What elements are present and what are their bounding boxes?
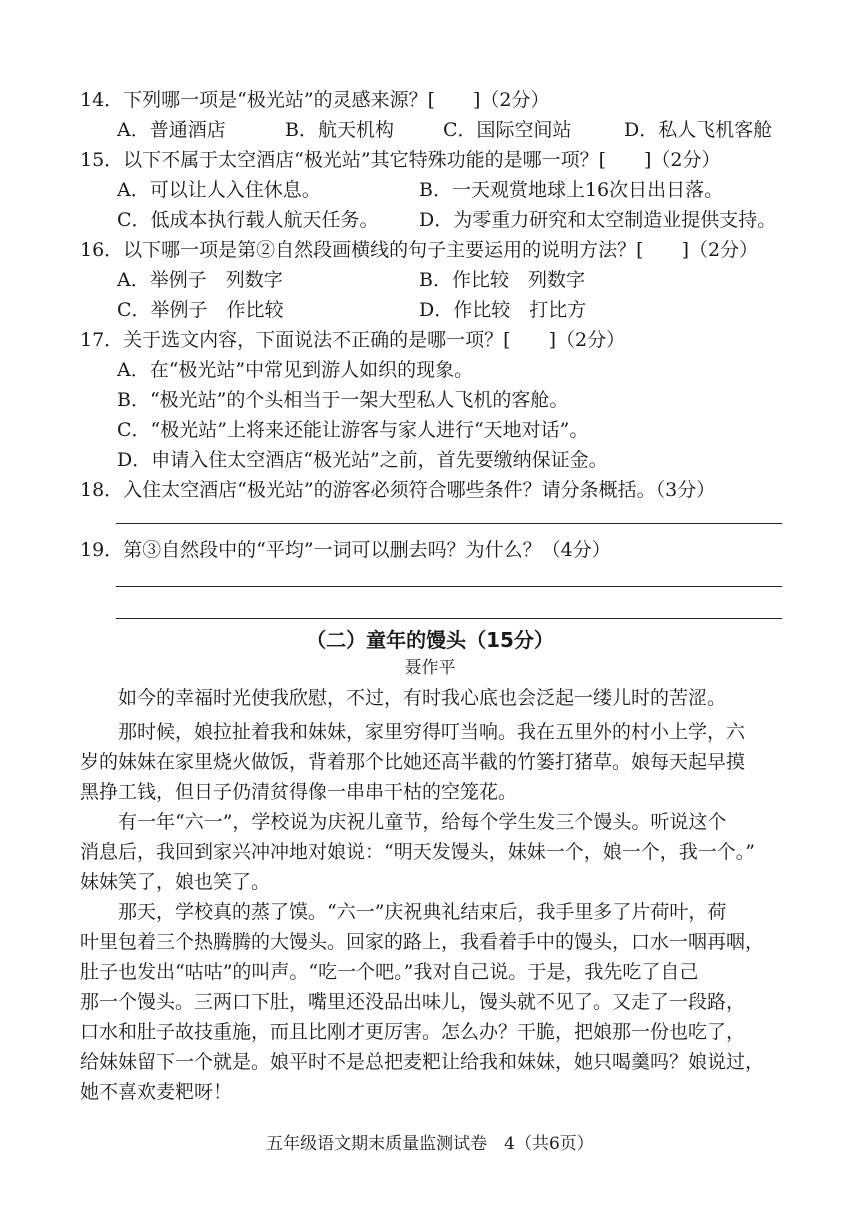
paragraph-line: 她不喜欢麦粑呀！	[80, 1081, 233, 1103]
paragraph-2	[80, 717, 790, 807]
q16-option-a: A．举例子 列数字	[117, 269, 283, 291]
q14-option-c: C．国际空间站	[443, 119, 572, 141]
question-16: 16．以下哪一项是第②自然段画横线的句子主要运用的说明方法？[ ]（2分）	[80, 239, 759, 261]
q14-option-b: B．航天机构	[285, 119, 394, 141]
paragraph-line: 那一个馒头。三两口下肚，嘴里还没品出味儿，馒头就不见了。又走了一段路，	[80, 991, 746, 1013]
paragraph-line: 妹妹笑了，娘也笑了。	[80, 871, 271, 893]
paragraph-line: 口水和肚子故技重施，而且比刚才更厉害。怎么办？干脆，把娘那一份也吃了，	[80, 1021, 746, 1043]
q14-option-d: D．私人飞机客舱	[624, 119, 773, 141]
question-14: 14．下列哪一项是“极光站”的灵感来源？[ ]（2分）	[80, 89, 550, 111]
paragraph-line: 给妹妹留下一个就是。娘平时不是总把麦粑让给我和妹妹，她只喝羹吗？娘说过，	[80, 1051, 765, 1073]
paragraph-4	[80, 897, 790, 1107]
q17-option-d: D．申请入住太空酒店“极光站”之前，首先要缴纳保证金。	[117, 449, 608, 471]
paragraph-line: 有一年“六一”，学校说为庆祝儿童节，给每个学生发三个馒头。听说这个	[118, 811, 727, 833]
q15-option-d: D．为零重力研究和太空制造业提供支持。	[419, 209, 777, 231]
q15-option-a: A．可以让人入住休息。	[117, 179, 321, 201]
q14-option-a: A．普通酒店	[117, 119, 226, 141]
section-title: （二）童年的馒头（15分）	[306, 628, 554, 652]
question-15: 15．以下不属于太空酒店“极光站”其它特殊功能的是哪一项？[ ]（2分）	[80, 149, 721, 171]
q17-option-a: A．在“极光站”中常见到游人如织的现象。	[117, 359, 474, 381]
q16-option-c: C．举例子 作比较	[117, 299, 284, 321]
q17-option-c: C．“极光站”上将来还能让游客与家人进行“天地对话”。	[117, 419, 589, 441]
paragraph-line: 消息后，我回到家兴冲冲地对娘说：“明天发馒头，妹妹一个，娘一个，我一个。”	[80, 841, 755, 863]
answer-line-19-1[interactable]	[116, 586, 782, 587]
q16-option-b: B．作比较 列数字	[419, 269, 585, 291]
q15-option-c: C．低成本执行载人航天任务。	[117, 209, 379, 231]
paragraph-line: 那时候，娘拉扯着我和妹妹，家里穷得叮当响。我在五里外的村小上学，六	[118, 721, 746, 743]
paragraph-line: 如今的幸福时光使我欣慰，不过，有时我心底也会泛起一缕儿时的苦涩。	[118, 687, 727, 709]
question-17: 17．关于选文内容，下面说法不正确的是哪一项？[ ]（2分）	[80, 329, 626, 351]
question-18: 18．入住太空酒店“极光站”的游客必须符合哪些条件？请分条概括。（3分）	[80, 479, 716, 501]
page-footer: 五年级语文期末质量监测试卷 4（共6页）	[266, 1134, 594, 1154]
paragraph-line: 肚子也发出“咕咕”的叫声。“吃一个吧。”我对自己说。于是，我先吃了自己	[80, 961, 699, 983]
paragraph-line: 黑挣工钱，但日子仍清贫得像一串串干枯的空笼花。	[80, 781, 518, 803]
q16-option-d: D．作比较 打比方	[419, 299, 587, 321]
paragraph-3	[80, 807, 790, 897]
q17-option-b: B．“极光站”的个头相当于一架大型私人飞机的客舱。	[117, 389, 569, 411]
q15-option-b: B．一天观赏地球上16次日出日落。	[419, 179, 724, 201]
paragraph-line: 那天，学校真的蒸了馍。“六一”庆祝典礼结束后，我手里多了片荷叶，荷	[118, 901, 727, 923]
question-19: 19．第③自然段中的“平均”一词可以删去吗？为什么？（4分）	[80, 539, 611, 561]
paragraph-line: 岁的妹妹在家里烧火做饭，背着那个比她还高半截的竹篓打猪草。娘每天起早摸	[80, 751, 746, 773]
answer-line-18[interactable]	[116, 523, 782, 524]
paragraph-1	[80, 683, 790, 713]
section-author: 聂作平	[404, 658, 456, 678]
paragraph-line: 叶里包着三个热腾腾的大馒头。回家的路上，我看着手中的馒头，口水一咽再咽，	[80, 931, 765, 953]
answer-line-19-2[interactable]	[116, 618, 782, 619]
